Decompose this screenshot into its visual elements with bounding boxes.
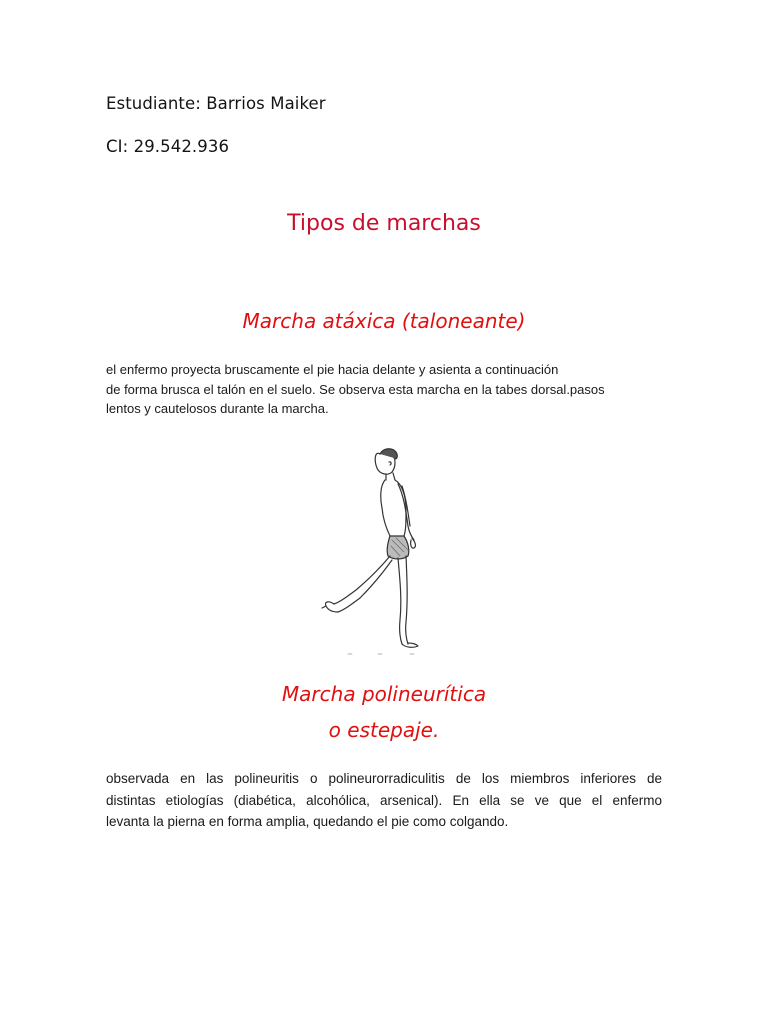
paragraph-ataxic: [106, 360, 666, 419]
paragraph-line: de forma brusca el talón en el suelo. Se observa esta marcha en la tabes dorsal.pasos: [106, 381, 605, 397]
student-name: Estudiante: Barrios Maiker: [106, 94, 326, 113]
section-heading-polineuritic-line2: o estepaje.: [328, 718, 440, 742]
student-id: CI: 29.542.936: [106, 137, 230, 156]
paragraph-line: levanta la pierna en forma amplia, quedando el pie como colgando.: [106, 814, 509, 829]
document-title: Tipos de marchas: [287, 211, 481, 236]
gait-illustration: [318, 440, 438, 660]
paragraph-line: distintas etiologías (diabética, alcohólica, arsenical). En ella se ve que el enfermo: [106, 792, 662, 808]
paragraph-line: lentos y cautelosos durante la marcha.: [106, 401, 329, 416]
section-heading-polineuritic: Marcha polineurítica: [281, 682, 487, 706]
paragraph-polineuritic: [106, 768, 662, 833]
section-heading-ataxic: Marcha atáxica (taloneante): [242, 309, 526, 333]
paragraph-line: el enfermo proyecta bruscamente el pie hacia delante y asienta a continuación: [106, 362, 559, 377]
paragraph-line: observada en las polineuritis o polineurorradiculitis de los miembros inferiores de: [106, 771, 662, 786]
